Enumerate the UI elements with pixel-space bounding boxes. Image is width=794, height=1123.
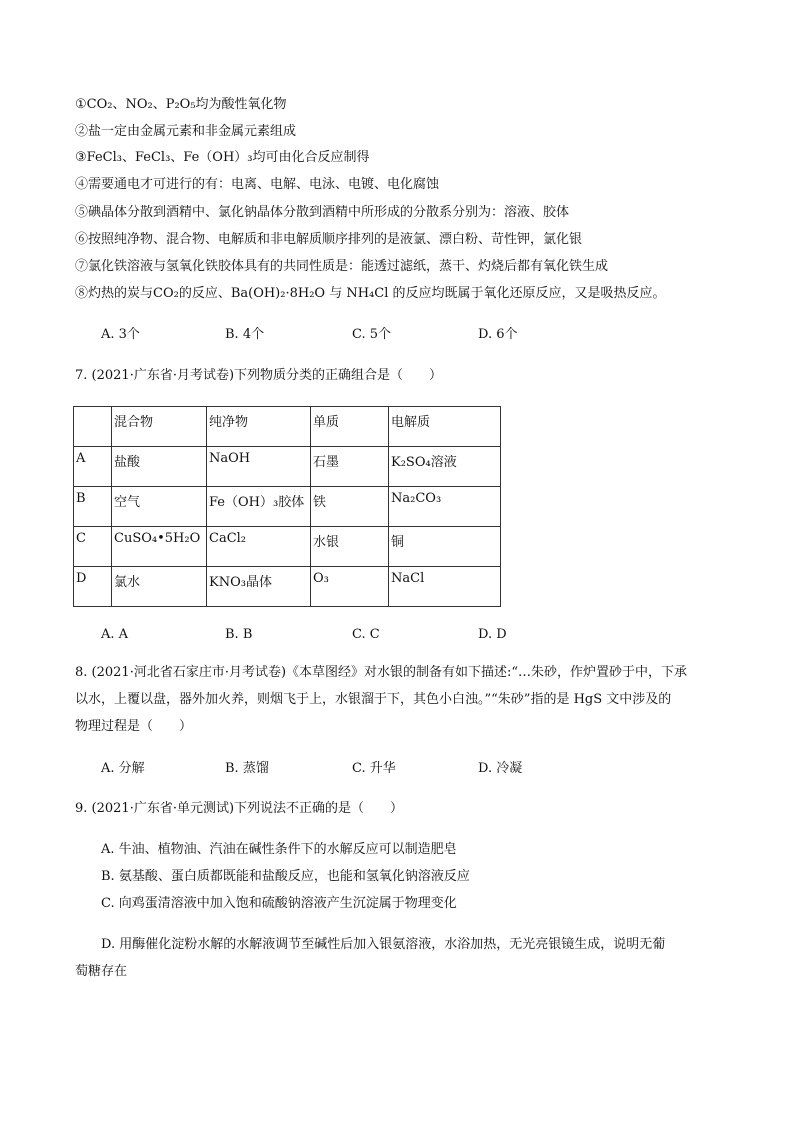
table-row: [74, 447, 501, 487]
table-cell: O₃: [311, 567, 389, 607]
table-cell: [74, 407, 112, 447]
table-cell: 水银: [311, 527, 389, 567]
q6-option-d[interactable]: D. 6个: [478, 327, 518, 342]
table-cell: 盐酸: [112, 447, 207, 487]
table-cell: NaOH: [207, 447, 311, 487]
q7-option-d[interactable]: D. D: [478, 627, 507, 642]
table-cell: C: [74, 527, 112, 567]
table-cell: 空气: [112, 487, 207, 527]
q9-option-a[interactable]: A. 牛油、植物油、汽油在碱性条件下的水解反应可以制造肥皂: [101, 842, 457, 857]
q8-option-d[interactable]: D. 冷凝: [478, 761, 523, 776]
q9-option-d-line-2: 萄糖存在: [75, 964, 128, 979]
table-cell: CuSO₄•5H₂O: [112, 527, 207, 567]
statement-7: ⑦氯化铁溶液与氢氧化铁胶体具有的共同性质是：能透过滤纸，蒸干、灼烧后都有氧化铁生成: [75, 259, 609, 274]
q6-options: [101, 326, 521, 344]
q8-option-c[interactable]: C. 升华: [352, 761, 396, 776]
table-cell: 电解质: [389, 407, 501, 447]
statement-4: ④需要通电才可进行的有：电离、电解、电泳、电镀、电化腐蚀: [75, 177, 440, 192]
q9-option-d-line-1[interactable]: D. 用酶催化淀粉水解的水解液调节至碱性后加入银氨溶液，水浴加热，无光亮银镜生成，说明无葡: [101, 937, 666, 952]
q8-stem-line-1: 8. (2021·河北省石家庄市·月考试卷)《本草图经》对水银的制备有如下描述:“…朱砂，作炉置砂于中，下承: [75, 665, 688, 680]
q8-option-a[interactable]: A. 分解: [101, 761, 145, 776]
table-row: [74, 567, 501, 607]
statement-5: ⑤碘晶体分散到酒精中、氯化钠晶体分散到酒精中所形成的分散系分别为：溶液、胶体: [75, 205, 570, 220]
statement-1: ①CO₂、NO₂、P₂O₅均为酸性氧化物: [75, 97, 287, 112]
table-cell: 铜: [389, 527, 501, 567]
table-cell: D: [74, 567, 112, 607]
statement-2: ②盐一定由金属元素和非金属元素组成: [75, 124, 297, 139]
table-cell: 纯净物: [207, 407, 311, 447]
table-cell: KNO₃晶体: [207, 567, 311, 607]
classification-table: [73, 406, 501, 607]
statement-8: ⑧灼热的炭与CO₂的反应、Ba(OH)₂·8H₂O 与 NH₄Cl 的反应均既属于氧化还原反应，又是吸热反应。: [75, 286, 666, 301]
q8-stem-line-3: 物理过程是（ ）: [75, 719, 193, 734]
table-row: [74, 527, 501, 567]
q7-option-b[interactable]: B. B: [225, 627, 253, 642]
q6-option-b[interactable]: B. 4个: [225, 327, 265, 342]
q8-options: [101, 760, 521, 778]
table-cell: 单质: [311, 407, 389, 447]
table-cell: B: [74, 487, 112, 527]
table-cell: Na₂CO₃: [389, 487, 501, 527]
q7-option-a[interactable]: A. A: [101, 627, 129, 642]
q9-option-c[interactable]: C. 向鸡蛋清溶液中加入饱和硫酸钠溶液产生沉淀属于物理变化: [101, 896, 457, 911]
q7-stem: 7. (2021·广东省·月考试卷)下列物质分类的正确组合是（ ）: [75, 368, 443, 383]
q9-option-b[interactable]: B. 氨基酸、蛋白质都既能和盐酸反应，也能和氢氧化钠溶液反应: [101, 869, 470, 884]
q6-option-c[interactable]: C. 5个: [352, 327, 392, 342]
table-cell: Fe（OH）₃胶体: [207, 487, 311, 527]
q6-option-a[interactable]: A. 3个: [101, 327, 140, 342]
table-cell: 氯水: [112, 567, 207, 607]
table-cell: K₂SO₄溶液: [389, 447, 501, 487]
statement-3: ③FeCl₃、FeCl₃、Fe（OH）₃均可由化合反应制得: [75, 150, 370, 165]
q8-option-b[interactable]: B. 蒸馏: [225, 761, 269, 776]
table-cell: 铁: [311, 487, 389, 527]
table-row: [74, 487, 501, 527]
table-cell: A: [74, 447, 112, 487]
table-cell: NaCl: [389, 567, 501, 607]
q9-stem: 9. (2021·广东省·单元测试)下列说法不正确的是（ ）: [75, 801, 404, 816]
statement-6: ⑥按照纯净物、混合物、电解质和非电解质顺序排列的是液氯、漂白粉、苛性钾，氯化银: [75, 232, 583, 247]
q8-stem-line-2: 以水，上覆以盘，器外加火养，则烟飞于上，水银溜于下，其色小白浊。”“朱砂”指的是 HgS 文中涉及的: [75, 692, 672, 707]
table-cell: 混合物: [112, 407, 207, 447]
q7-option-c[interactable]: C. C: [352, 627, 380, 642]
table-cell: CaCl₂: [207, 527, 311, 567]
table-cell: 石墨: [311, 447, 389, 487]
q7-options: [101, 626, 521, 644]
table-header-row: [74, 407, 501, 447]
